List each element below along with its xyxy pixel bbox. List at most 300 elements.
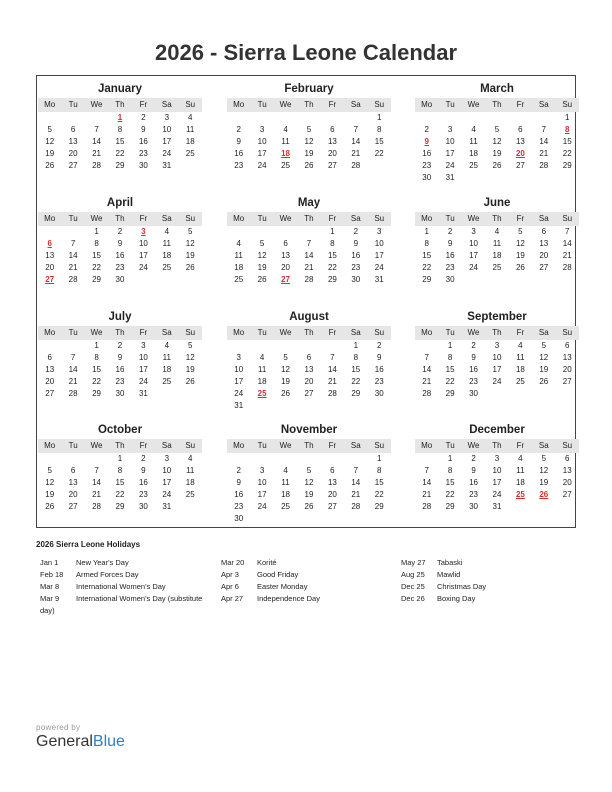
day-cell: 20 bbox=[539, 251, 549, 260]
empty-day-cell bbox=[509, 172, 532, 184]
weekday-header bbox=[227, 439, 391, 453]
day-cell: 17 bbox=[162, 137, 172, 146]
empty-day-cell bbox=[485, 172, 508, 184]
day-cell: 2 bbox=[117, 341, 123, 350]
empty-day-cell bbox=[227, 340, 250, 352]
day-cell: 24 bbox=[492, 377, 502, 386]
day-cell: 18 bbox=[162, 365, 172, 374]
empty-day-cell bbox=[321, 340, 344, 352]
empty-day-cell bbox=[274, 400, 297, 412]
day-cell: 14 bbox=[351, 478, 361, 487]
day-cell: 23 bbox=[115, 263, 125, 272]
day-cell: 4 bbox=[471, 125, 476, 134]
holiday-item bbox=[401, 569, 573, 581]
holiday-date: Mar 9 bbox=[40, 594, 60, 603]
week-row bbox=[227, 262, 391, 274]
empty-day-cell bbox=[179, 160, 202, 172]
day-cell: 18 bbox=[234, 263, 244, 272]
empty-day-cell bbox=[485, 274, 508, 286]
empty-day-cell bbox=[179, 388, 202, 400]
week-row bbox=[227, 274, 391, 286]
weekday-label: We bbox=[279, 214, 292, 223]
weekday-label: Fr bbox=[139, 100, 148, 109]
holiday-column-2 bbox=[221, 557, 393, 605]
day-cell: 15 bbox=[351, 365, 361, 374]
weekday-label: Th bbox=[492, 100, 502, 109]
day-cell: 8 bbox=[424, 239, 429, 248]
day-cell: 7 bbox=[424, 466, 429, 475]
day-cell: 11 bbox=[186, 125, 195, 134]
week-row bbox=[38, 112, 202, 124]
holiday-item bbox=[40, 593, 212, 617]
holiday-name: Independence Day bbox=[257, 594, 320, 603]
day-cell: 28 bbox=[304, 275, 314, 284]
day-cell: 23 bbox=[234, 502, 244, 511]
day-cell: 18 bbox=[492, 251, 502, 260]
weekday-header bbox=[227, 98, 391, 112]
empty-day-cell bbox=[85, 453, 108, 465]
weekday-label: Sa bbox=[350, 100, 361, 109]
day-cell: 10 bbox=[257, 137, 267, 146]
day-cell: 29 bbox=[351, 389, 361, 398]
empty-day-cell bbox=[509, 112, 532, 124]
day-cell: 23 bbox=[115, 377, 125, 386]
day-cell: 2 bbox=[471, 454, 476, 463]
empty-day-cell bbox=[532, 274, 555, 286]
day-cell: 12 bbox=[257, 251, 267, 260]
weekday-label: Su bbox=[562, 214, 573, 223]
holiday-item bbox=[221, 569, 393, 581]
day-cell: 2 bbox=[236, 125, 241, 134]
weekday-label: Sa bbox=[350, 328, 361, 337]
weekday-label: Mo bbox=[44, 441, 56, 450]
holiday-date: Mar 20 bbox=[221, 558, 245, 567]
day-cell: 29 bbox=[445, 502, 455, 511]
weekday-label: We bbox=[279, 441, 292, 450]
holiday-date: Apr 6 bbox=[221, 582, 239, 591]
day-cell: 24 bbox=[162, 490, 172, 499]
holiday-day-cell: 27 bbox=[45, 275, 55, 284]
day-cell: 17 bbox=[492, 365, 502, 374]
day-cell: 14 bbox=[327, 365, 337, 374]
day-cell: 7 bbox=[353, 466, 359, 475]
week-row bbox=[415, 160, 579, 172]
day-cell: 3 bbox=[259, 125, 265, 134]
day-cell: 18 bbox=[185, 137, 195, 146]
week-row bbox=[38, 160, 202, 172]
day-cell: 12 bbox=[539, 466, 549, 475]
day-cell: 15 bbox=[445, 365, 455, 374]
week-row bbox=[227, 400, 391, 412]
day-cell: 23 bbox=[234, 161, 244, 170]
day-cell: 30 bbox=[422, 173, 432, 182]
day-cell: 13 bbox=[562, 353, 572, 362]
empty-day-cell bbox=[274, 453, 297, 465]
empty-day-cell bbox=[485, 112, 508, 124]
day-cell: 19 bbox=[539, 478, 549, 487]
day-cell: 8 bbox=[377, 466, 382, 475]
empty-day-cell bbox=[297, 513, 320, 525]
day-cell: 1 bbox=[330, 227, 335, 236]
day-cell: 8 bbox=[377, 125, 382, 134]
day-cell: 28 bbox=[351, 502, 361, 511]
day-cell: 12 bbox=[304, 478, 314, 487]
month-october bbox=[38, 422, 202, 513]
month-february bbox=[227, 81, 391, 172]
empty-day-cell bbox=[344, 453, 367, 465]
weekday-label: Th bbox=[304, 214, 314, 223]
day-cell: 12 bbox=[45, 478, 55, 487]
day-cell: 7 bbox=[565, 227, 570, 236]
empty-day-cell bbox=[297, 453, 320, 465]
day-cell: 13 bbox=[45, 251, 55, 260]
day-cell: 20 bbox=[562, 365, 572, 374]
day-cell: 16 bbox=[445, 251, 455, 260]
day-cell: 3 bbox=[471, 227, 476, 236]
day-cell: 30 bbox=[469, 502, 478, 511]
day-cell: 9 bbox=[353, 239, 359, 248]
day-cell: 12 bbox=[304, 137, 314, 146]
weekday-label: Sa bbox=[161, 328, 172, 337]
day-cell: 28 bbox=[422, 389, 432, 398]
empty-day-cell bbox=[61, 453, 84, 465]
day-cell: 2 bbox=[353, 227, 359, 236]
day-cell: 8 bbox=[353, 353, 359, 362]
day-cell: 17 bbox=[138, 251, 148, 260]
day-cell: 13 bbox=[281, 251, 290, 260]
holiday-name: Easter Monday bbox=[257, 582, 308, 591]
weekday-header bbox=[415, 439, 579, 453]
day-cell: 2 bbox=[471, 341, 476, 350]
empty-day-cell bbox=[179, 274, 202, 286]
weekday-label: Su bbox=[374, 441, 385, 450]
day-cell: 12 bbox=[515, 239, 525, 248]
empty-day-cell bbox=[274, 226, 297, 238]
weekday-label: Tu bbox=[445, 100, 455, 109]
week-row bbox=[227, 124, 391, 136]
day-cell: 6 bbox=[541, 227, 547, 236]
day-cell: 6 bbox=[70, 125, 76, 134]
day-cell: 3 bbox=[141, 341, 146, 350]
day-cell: 7 bbox=[70, 239, 76, 248]
day-cell: 25 bbox=[162, 377, 172, 386]
holiday-item bbox=[40, 557, 212, 569]
week-row bbox=[227, 489, 391, 501]
day-cell: 30 bbox=[115, 275, 125, 284]
day-cell: 5 bbox=[541, 341, 547, 350]
day-cell: 7 bbox=[94, 466, 99, 475]
day-cell: 21 bbox=[351, 149, 361, 158]
day-cell: 16 bbox=[374, 365, 384, 374]
weekday-label: Su bbox=[562, 441, 573, 450]
day-cell: 27 bbox=[45, 389, 55, 398]
holiday-column-3 bbox=[401, 557, 573, 605]
day-cell: 11 bbox=[469, 137, 478, 146]
day-cell: 20 bbox=[68, 149, 78, 158]
day-cell: 9 bbox=[141, 466, 146, 475]
month-name: September bbox=[467, 311, 527, 323]
day-cell: 5 bbox=[518, 227, 523, 236]
weekday-label: Tu bbox=[68, 100, 78, 109]
empty-day-cell bbox=[38, 340, 61, 352]
day-cell: 11 bbox=[257, 365, 267, 374]
day-cell: 30 bbox=[374, 389, 384, 398]
month-january bbox=[38, 81, 202, 172]
day-cell: 2 bbox=[236, 466, 241, 475]
weekday-label: Su bbox=[185, 100, 196, 109]
day-cell: 23 bbox=[138, 490, 148, 499]
day-cell: 5 bbox=[188, 227, 193, 236]
day-cell: 1 bbox=[424, 227, 429, 236]
weekday-label: Th bbox=[115, 328, 125, 337]
day-cell: 22 bbox=[92, 377, 101, 386]
day-cell: 15 bbox=[562, 137, 572, 146]
week-row bbox=[227, 112, 391, 124]
holiday-item bbox=[401, 557, 573, 569]
day-cell: 25 bbox=[492, 263, 502, 272]
weekday-label: Fr bbox=[139, 214, 148, 223]
month-july bbox=[38, 309, 202, 400]
day-cell: 5 bbox=[47, 125, 52, 134]
day-cell: 13 bbox=[562, 466, 572, 475]
day-cell: 2 bbox=[447, 227, 453, 236]
week-row bbox=[415, 250, 579, 262]
day-cell: 26 bbox=[539, 377, 549, 386]
powered-by-text: powered by bbox=[36, 723, 81, 732]
brand-name-part-1: General bbox=[36, 733, 93, 750]
weekday-label: Tu bbox=[257, 441, 267, 450]
day-cell: 25 bbox=[162, 263, 172, 272]
weekday-label: Th bbox=[304, 328, 314, 337]
empty-day-cell bbox=[368, 160, 391, 172]
empty-day-cell bbox=[132, 274, 155, 286]
weekday-label: Tu bbox=[445, 441, 455, 450]
weekday-label: Th bbox=[304, 100, 314, 109]
week-row bbox=[227, 148, 391, 160]
month-name: November bbox=[280, 424, 338, 436]
empty-day-cell bbox=[438, 112, 461, 124]
week-row bbox=[227, 388, 391, 400]
day-cell: 10 bbox=[445, 137, 455, 146]
day-cell: 21 bbox=[422, 377, 432, 386]
day-cell: 9 bbox=[141, 125, 146, 134]
empty-day-cell bbox=[532, 172, 555, 184]
weekday-label: Th bbox=[304, 441, 314, 450]
day-cell: 30 bbox=[234, 514, 244, 523]
week-row bbox=[415, 238, 579, 250]
day-cell: 1 bbox=[377, 113, 382, 122]
month-name: June bbox=[483, 197, 511, 209]
day-cell: 22 bbox=[115, 149, 125, 158]
day-cell: 20 bbox=[68, 490, 78, 499]
day-cell: 26 bbox=[45, 161, 55, 170]
weekday-label: Tu bbox=[68, 441, 78, 450]
day-cell: 24 bbox=[162, 149, 172, 158]
day-cell: 28 bbox=[422, 502, 432, 511]
day-cell: 20 bbox=[45, 263, 55, 272]
week-row bbox=[227, 501, 391, 513]
day-cell: 26 bbox=[492, 161, 502, 170]
weekday-label: We bbox=[90, 328, 103, 337]
month-june bbox=[415, 195, 579, 286]
week-row bbox=[415, 376, 579, 388]
weekday-label: Su bbox=[374, 328, 385, 337]
day-cell: 6 bbox=[565, 454, 570, 463]
day-cell: 2 bbox=[424, 125, 429, 134]
day-cell: 1 bbox=[377, 454, 382, 463]
weekday-label: Su bbox=[185, 441, 196, 450]
empty-day-cell bbox=[321, 513, 344, 525]
empty-day-cell bbox=[61, 226, 84, 238]
empty-day-cell bbox=[38, 112, 61, 124]
empty-day-cell bbox=[556, 388, 579, 400]
day-cell: 27 bbox=[562, 490, 572, 499]
day-cell: 21 bbox=[539, 149, 549, 158]
weekday-label: Mo bbox=[421, 328, 433, 337]
day-cell: 24 bbox=[234, 389, 244, 398]
month-name: February bbox=[284, 83, 334, 95]
week-row bbox=[227, 465, 391, 477]
calendar-grid bbox=[36, 75, 576, 528]
week-row bbox=[38, 352, 202, 364]
day-cell: 7 bbox=[94, 125, 99, 134]
week-row bbox=[415, 172, 579, 184]
day-cell: 31 bbox=[162, 502, 172, 511]
week-row bbox=[415, 364, 579, 376]
day-cell: 27 bbox=[562, 377, 572, 386]
day-cell: 6 bbox=[565, 341, 570, 350]
weekday-header bbox=[415, 326, 579, 340]
holiday-name: Mawlid bbox=[437, 570, 461, 579]
week-row bbox=[415, 112, 579, 124]
weekday-label: We bbox=[467, 100, 480, 109]
week-row bbox=[38, 262, 202, 274]
empty-day-cell bbox=[250, 226, 273, 238]
holiday-date: Mar 8 bbox=[40, 582, 60, 591]
weekday-label: Mo bbox=[233, 100, 245, 109]
day-cell: 4 bbox=[188, 113, 193, 122]
day-cell: 5 bbox=[259, 239, 265, 248]
day-cell: 15 bbox=[92, 365, 101, 374]
day-cell: 7 bbox=[330, 353, 335, 362]
empty-day-cell bbox=[532, 112, 555, 124]
day-cell: 25 bbox=[185, 490, 195, 499]
day-cell: 3 bbox=[377, 227, 382, 236]
weekday-label: Fr bbox=[139, 328, 148, 337]
day-cell: 9 bbox=[117, 353, 123, 362]
day-cell: 16 bbox=[115, 365, 125, 374]
day-cell: 4 bbox=[236, 239, 241, 248]
day-cell: 24 bbox=[138, 263, 148, 272]
day-cell: 23 bbox=[138, 149, 148, 158]
day-cell: 3 bbox=[236, 353, 241, 362]
empty-day-cell bbox=[250, 340, 273, 352]
weekday-label: Th bbox=[115, 441, 125, 450]
day-cell: 5 bbox=[306, 125, 312, 134]
day-cell: 5 bbox=[541, 454, 547, 463]
week-row bbox=[415, 148, 579, 160]
day-cell: 3 bbox=[164, 113, 170, 122]
day-cell: 28 bbox=[539, 161, 549, 170]
day-cell: 1 bbox=[447, 454, 453, 463]
day-cell: 18 bbox=[185, 478, 195, 487]
empty-day-cell bbox=[297, 400, 320, 412]
empty-day-cell bbox=[227, 453, 250, 465]
day-cell: 29 bbox=[422, 275, 432, 284]
day-cell: 22 bbox=[562, 149, 572, 158]
day-cell: 15 bbox=[445, 478, 455, 487]
day-cell: 28 bbox=[68, 389, 78, 398]
day-cell: 21 bbox=[562, 251, 572, 260]
week-row bbox=[227, 453, 391, 465]
day-cell: 6 bbox=[330, 466, 335, 475]
day-cell: 22 bbox=[92, 263, 101, 272]
day-cell: 1 bbox=[94, 227, 99, 236]
day-cell: 8 bbox=[117, 466, 123, 475]
day-cell: 30 bbox=[138, 161, 148, 170]
day-cell: 14 bbox=[562, 239, 572, 248]
day-cell: 24 bbox=[469, 263, 478, 272]
weekday-label: We bbox=[467, 328, 480, 337]
weekday-header bbox=[38, 439, 202, 453]
day-cell: 14 bbox=[422, 365, 432, 374]
holiday-day-cell: 25 bbox=[515, 490, 525, 499]
empty-day-cell bbox=[297, 112, 320, 124]
day-cell: 11 bbox=[162, 239, 171, 248]
holiday-item bbox=[221, 593, 393, 605]
week-row bbox=[415, 124, 579, 136]
day-cell: 21 bbox=[327, 377, 337, 386]
weekday-label: Th bbox=[492, 328, 502, 337]
day-cell: 13 bbox=[45, 365, 55, 374]
day-cell: 27 bbox=[327, 161, 337, 170]
weekday-label: Su bbox=[562, 328, 573, 337]
day-cell: 4 bbox=[494, 227, 500, 236]
weekday-label: Sa bbox=[538, 441, 549, 450]
day-cell: 22 bbox=[115, 490, 125, 499]
day-cell: 28 bbox=[92, 502, 101, 511]
day-cell: 19 bbox=[304, 490, 314, 499]
day-cell: 13 bbox=[539, 239, 549, 248]
day-cell: 28 bbox=[327, 389, 337, 398]
day-cell: 2 bbox=[377, 341, 382, 350]
day-cell: 9 bbox=[471, 466, 476, 475]
day-cell: 15 bbox=[374, 478, 384, 487]
month-march bbox=[415, 81, 579, 184]
month-name: October bbox=[97, 424, 143, 436]
weekday-label: Tu bbox=[445, 328, 455, 337]
day-cell: 11 bbox=[186, 466, 195, 475]
day-cell: 6 bbox=[283, 239, 288, 248]
month-september bbox=[415, 309, 579, 400]
weekday-label: Fr bbox=[328, 100, 337, 109]
day-cell: 9 bbox=[236, 478, 241, 487]
day-cell: 24 bbox=[257, 161, 267, 170]
day-cell: 11 bbox=[281, 137, 290, 146]
holiday-day-cell: 27 bbox=[281, 275, 290, 284]
day-cell: 19 bbox=[281, 377, 290, 386]
week-row bbox=[227, 238, 391, 250]
day-cell: 7 bbox=[541, 125, 547, 134]
weekday-label: Mo bbox=[421, 441, 433, 450]
week-row bbox=[415, 226, 579, 238]
day-cell: 26 bbox=[515, 263, 525, 272]
day-cell: 27 bbox=[515, 161, 525, 170]
day-cell: 8 bbox=[94, 353, 99, 362]
weekday-label: Sa bbox=[350, 214, 361, 223]
empty-day-cell bbox=[297, 226, 320, 238]
day-cell: 17 bbox=[257, 490, 267, 499]
